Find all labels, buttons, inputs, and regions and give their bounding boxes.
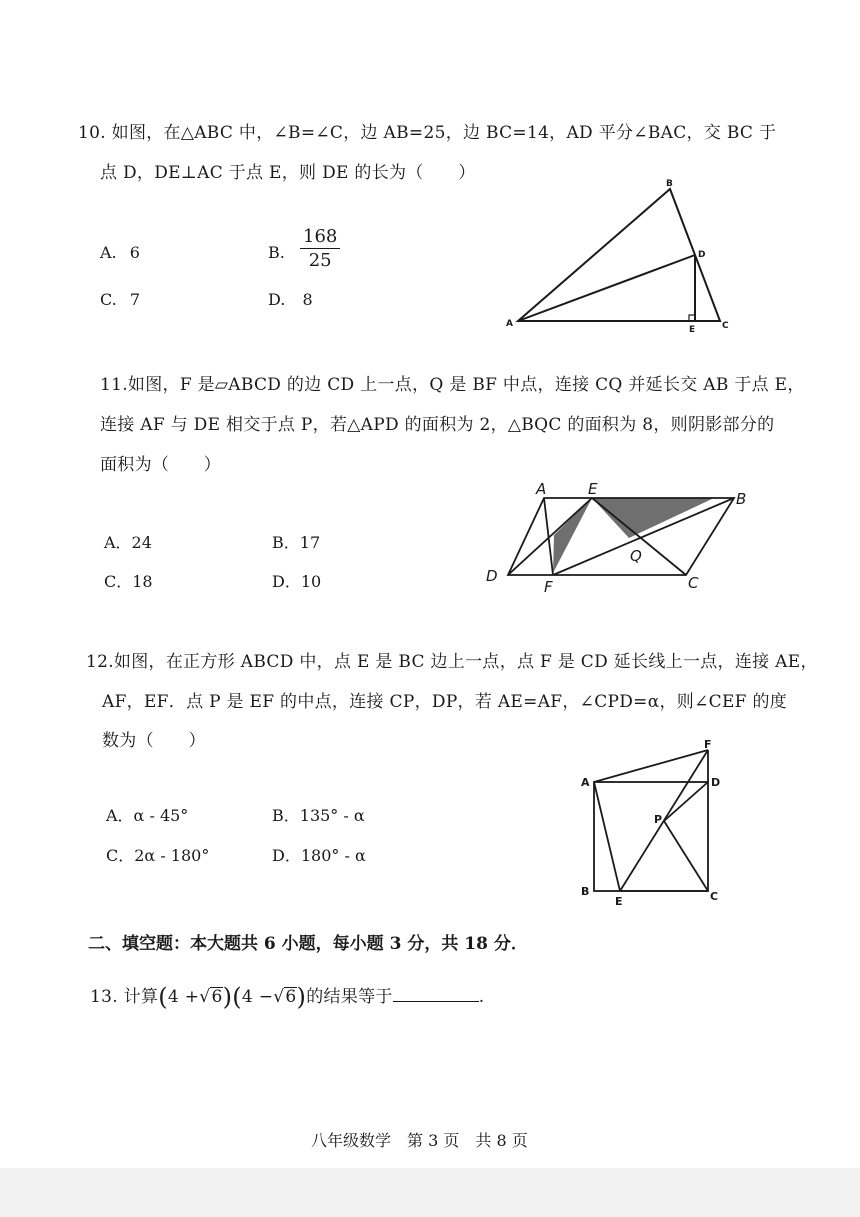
- label-d: D: [486, 567, 498, 585]
- q11-parallelogram-figure: [484, 478, 754, 598]
- q11-option-c[interactable]: C．18: [104, 572, 153, 591]
- q12-option-d[interactable]: D．180° - α: [272, 846, 366, 865]
- fraction-denominator: 25: [308, 250, 332, 271]
- q10-option-a[interactable]: [100, 243, 140, 262]
- q13-factor2-integer: 4 −: [241, 987, 274, 1007]
- q11-text-line1: 11.如图，F 是▱ABCD 的边 CD 上一点，Q 是 BF 中点，连接 CQ 并延长交 AB 于点 E，: [100, 375, 805, 395]
- left-paren-2: (: [232, 983, 242, 1011]
- triangle-abc: [518, 189, 720, 321]
- q13-end: .: [478, 987, 485, 1007]
- angle-bisector-ad: [518, 255, 695, 321]
- q10-text-line1: 10. 如图，在△ABC 中，∠B=∠C，边 AB=25，边 BC=14，AD 平分∠BAC，交 BC 于: [78, 123, 777, 143]
- option-label: D.: [268, 290, 286, 309]
- option-label: C.: [100, 290, 117, 309]
- right-paren-1: ): [222, 983, 233, 1011]
- sqrt-icon: √: [199, 987, 211, 1007]
- right-paren-2: ): [296, 983, 307, 1011]
- q11-option-b[interactable]: B．17: [272, 533, 321, 552]
- label-b: B: [736, 490, 747, 508]
- q10-text-line2: 点 D，DE⊥AC 于点 E，则 DE 的长为（ ）: [100, 163, 476, 183]
- segment-af: [544, 498, 553, 575]
- label-p: P: [654, 813, 663, 826]
- q10-option-b-fraction: [300, 226, 340, 273]
- option-value: 8: [302, 290, 313, 309]
- q12-text-line3: 数为（ ）: [102, 731, 206, 751]
- label-c: C: [688, 574, 699, 592]
- label-d: D: [711, 776, 721, 789]
- label-e: E: [689, 325, 696, 335]
- option-label: A.: [100, 243, 117, 262]
- label-e: E: [615, 895, 623, 908]
- q13-factor2-radicand: 6: [285, 987, 297, 1007]
- segment-pd: [664, 782, 708, 821]
- section-fill-in-title: 二、填空题：本大题共 6 小题，每小题 3 分，共 18 分．: [88, 934, 528, 954]
- segment-ae: [594, 782, 620, 891]
- q12-option-c[interactable]: C．2α - 180°: [106, 846, 210, 865]
- label-d: D: [698, 250, 706, 260]
- q12-text-line1: 12.如图，在正方形 ABCD 中，点 E 是 BC 边上一点，点 F 是 CD 延长线上一点，连接 AE，: [86, 652, 818, 672]
- q10-triangle-figure: [500, 175, 740, 335]
- q11-text-line2: 连接 AF 与 DE 相交于点 P，若△APD 的面积为 2，△BQC 的面积为 8，则阴影部分的: [100, 415, 775, 435]
- label-q: Q: [630, 547, 642, 565]
- label-a: A: [506, 319, 513, 329]
- label-a: A: [581, 776, 590, 789]
- label-b: B: [666, 179, 673, 189]
- q13-factor1-radicand: 6: [211, 987, 223, 1007]
- segment-pc: [664, 821, 708, 891]
- q12-text-line2: AF，EF．点 P 是 EF 的中点，连接 CP，DP，若 AE=AF，∠CPD=α，则∠CEF 的度: [102, 692, 788, 712]
- q13-prefix: 13. 计算: [90, 987, 159, 1007]
- q10-option-c[interactable]: [100, 290, 140, 309]
- q11-option-d[interactable]: D．10: [272, 572, 322, 591]
- page-footer: 八年级数学 第 3 页 共 8 页: [311, 1131, 528, 1150]
- q13-answer-blank[interactable]: [393, 985, 479, 1002]
- q13-text: [90, 982, 484, 1011]
- label-c: C: [710, 890, 719, 903]
- q11-text-line3: 面积为（ ）: [100, 455, 222, 475]
- q12-square-figure: [572, 738, 732, 910]
- q12-option-b[interactable]: B．135° - α: [272, 806, 365, 825]
- bottom-margin-band: [0, 1168, 860, 1217]
- option-value: 7: [129, 290, 141, 309]
- left-paren-1: (: [158, 983, 168, 1011]
- label-a: A: [536, 480, 547, 498]
- q12-option-a[interactable]: A．α - 45°: [106, 806, 189, 825]
- sqrt-icon: √: [273, 987, 285, 1007]
- option-value: 6: [129, 243, 140, 262]
- q11-option-a[interactable]: A．24: [104, 533, 152, 552]
- label-c: C: [722, 321, 729, 331]
- q10-option-b-label[interactable]: B.: [268, 243, 285, 262]
- label-b: B: [581, 885, 590, 898]
- fraction-numerator: 168: [300, 226, 340, 249]
- label-e: E: [588, 480, 598, 498]
- q13-factor1-integer: 4 +: [167, 987, 200, 1007]
- q10-option-d[interactable]: [268, 290, 313, 309]
- label-f: F: [704, 738, 712, 751]
- q13-suffix: 的结果等于: [306, 987, 393, 1007]
- label-f: F: [544, 578, 553, 596]
